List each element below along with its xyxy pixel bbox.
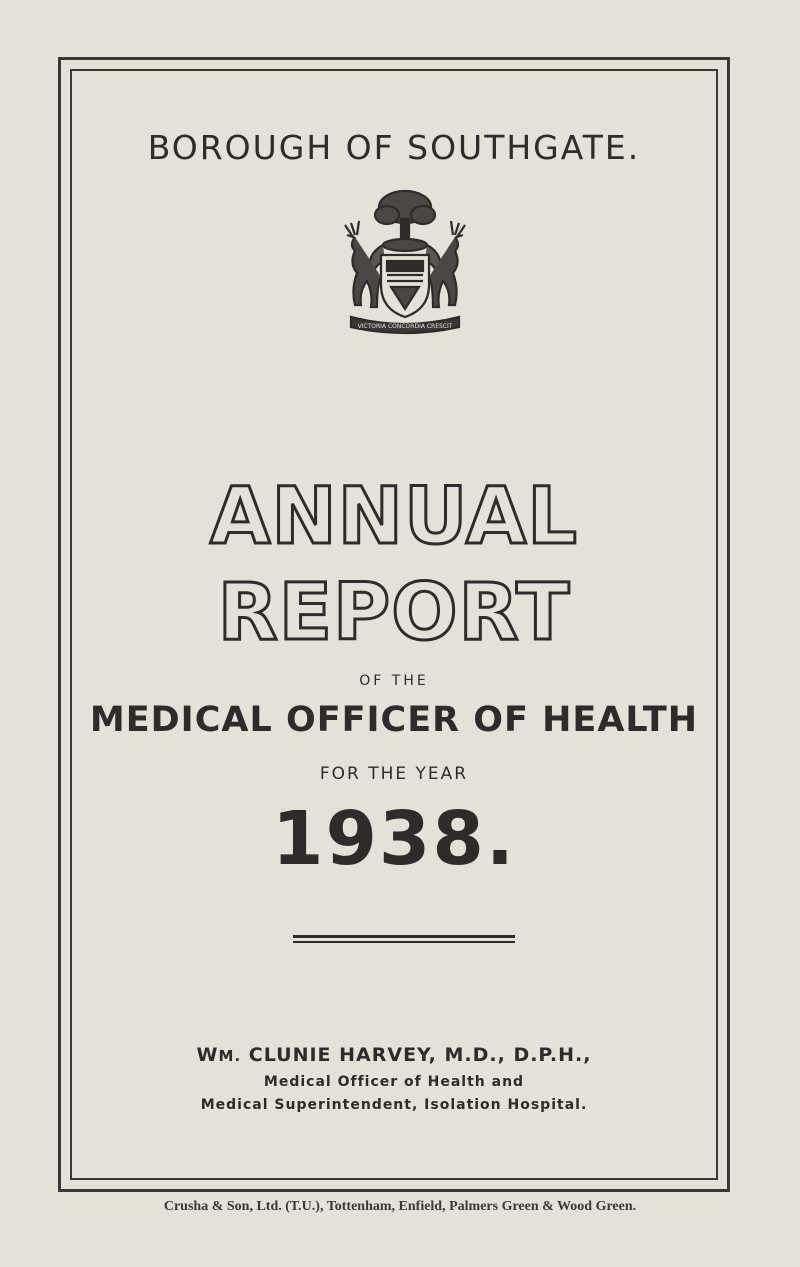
office-title: MEDICAL OFFICER OF HEALTH [89,700,699,740]
report-year: 1938. [271,796,517,882]
author-fullname: CLUNIE HARVEY, M.D., D.P.H., [248,1044,592,1066]
author-name [70,1044,718,1066]
borough-heading: BOROUGH OF SOUTHGATE. [147,128,641,167]
author-role-2: Medical Superintendent, Isolation Hospital. [200,1097,588,1113]
annual-heading: ANNUAL [210,472,578,562]
printer-imprint: Crusha & Son, Ltd. (T.U.), Tottenham, Enfield, Palmers Green & Wood Green. [163,1199,637,1214]
for-the-year-label: FOR THE YEAR [319,764,469,784]
coat-of-arms-icon [325,185,485,335]
divider-rule [293,935,515,938]
of-the-label: OF THE [359,673,429,689]
author-role-1: Medical Officer of Health and [263,1074,525,1090]
crest-motto: VICTORIA CONCORDIA CRESCIT [357,323,453,330]
divider-rule-thin [293,941,515,943]
report-heading: REPORT [217,568,571,658]
author-prefix: W [196,1044,219,1066]
author-prefix-small: M. [218,1047,242,1065]
